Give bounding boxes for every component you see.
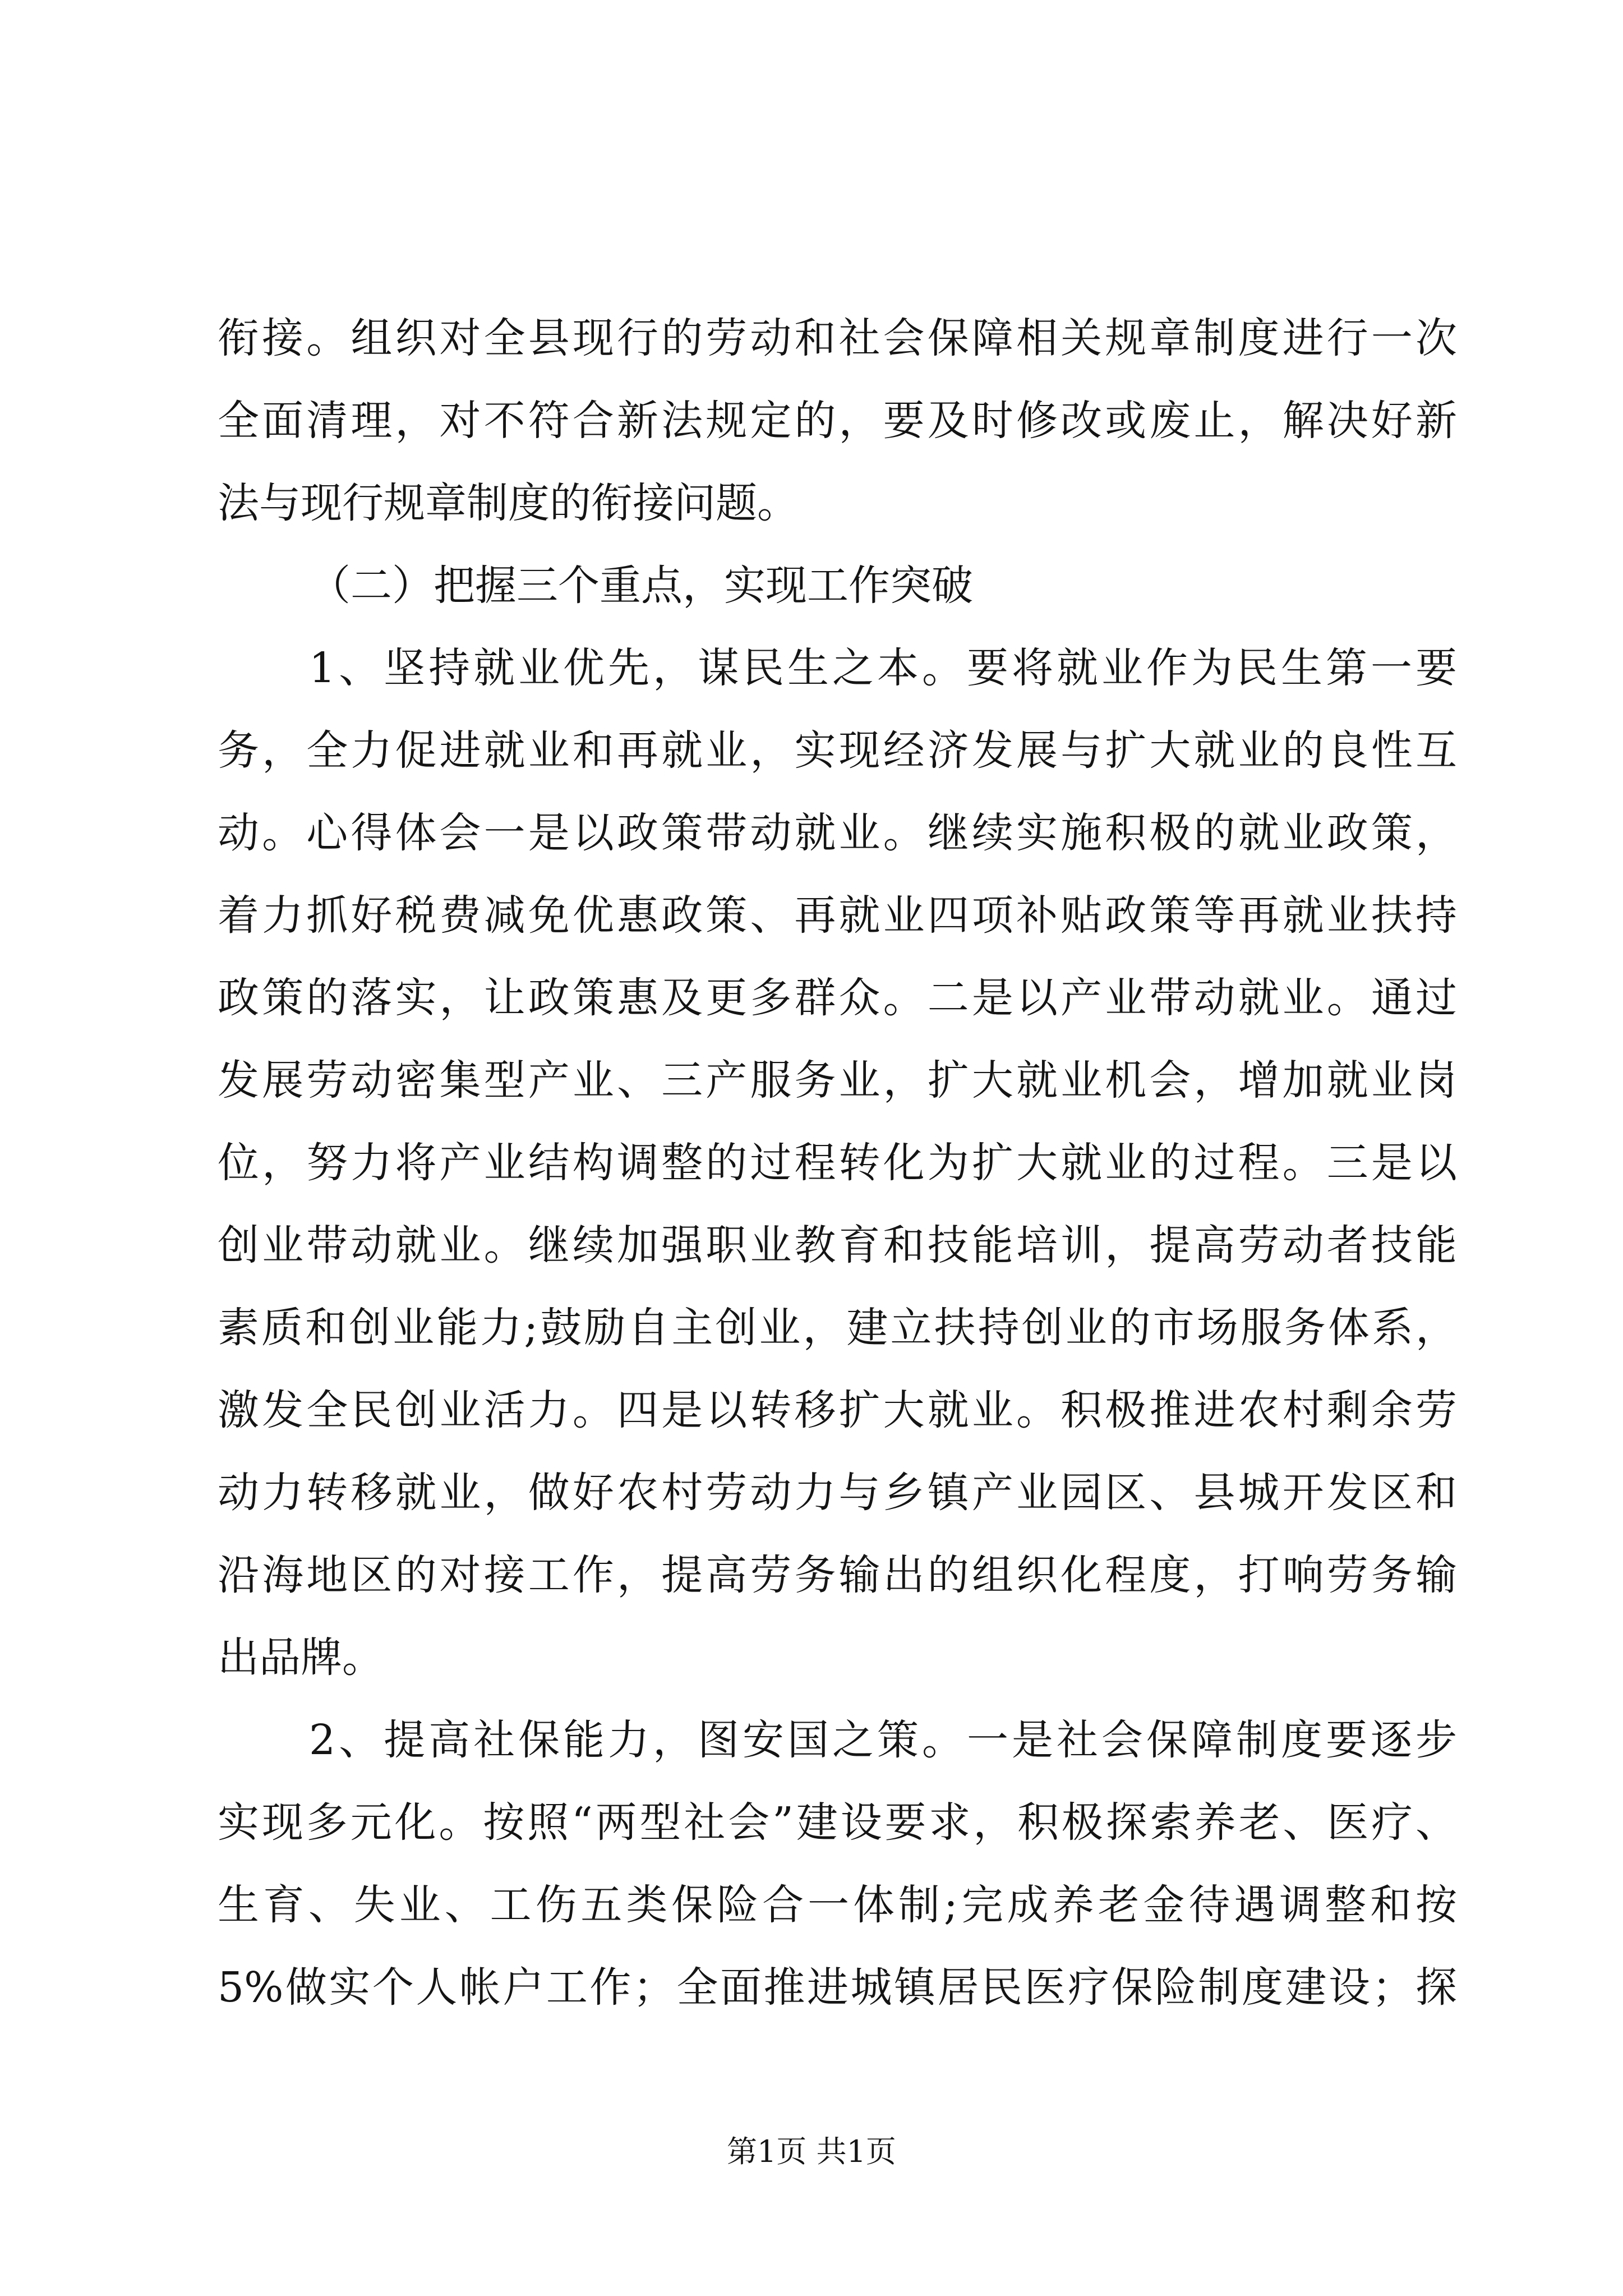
section-heading xyxy=(218,545,1457,627)
document-body xyxy=(218,297,1457,2029)
text-line: 全面清理，对不符合新法规定的，要及时修改或废止，解决好新 xyxy=(218,397,1457,445)
text-line: 生育、失业、工伤五类保险合一体制;完成养老金待遇调整和按 xyxy=(218,1881,1457,1929)
text-line: 创业带动就业。继续加强职业教育和技能培训，提高劳动者技能 xyxy=(218,1221,1457,1269)
text-line: 衔接。组织对全县现行的劳动和社会保障相关规章制度进行一次 xyxy=(218,314,1457,362)
text-line: 2、提高社保能力，图安国之策。一是社会保障制度要逐步 xyxy=(309,1716,1457,1764)
text-line: 出品牌。 xyxy=(218,1634,384,1682)
text-line: 5%做实个人帐户工作；全面推进城镇居民医疗保险制度建设；探 xyxy=(218,1963,1457,2012)
text-line: 政策的落实，让政策惠及更多群众。二是以产业带动就业。通过 xyxy=(218,974,1457,1022)
text-line: 发展劳动密集型产业、三产服务业，扩大就业机会，增加就业岗 xyxy=(218,1056,1457,1105)
text-line: 着力抓好税费减免优惠政策、再就业四项补贴政策等再就业扶持 xyxy=(218,891,1457,940)
text-line: 动。心得体会一是以政策带动就业。继续实施积极的就业政策， xyxy=(218,809,1457,857)
paragraph-social-security xyxy=(218,1699,1457,2029)
text-line: 务，全力促进就业和再就业，实现经济发展与扩大就业的良性互 xyxy=(218,726,1457,775)
text-line: 1、坚持就业优先，谋民生之本。要将就业作为民生第一要 xyxy=(309,644,1457,692)
text-line: 实现多元化。按照“两型社会”建设要求，积极探索养老、医疗、 xyxy=(218,1798,1457,1847)
text-line: 素质和创业能力;鼓励自主创业，建立扶持创业的市场服务体系， xyxy=(218,1304,1457,1352)
text-line: 位，努力将产业结构调整的过程转化为扩大就业的过程。三是以 xyxy=(218,1139,1457,1187)
text-line: 动力转移就业，做好农村劳动力与乡镇产业园区、县城开发区和 xyxy=(218,1469,1457,1517)
text-line: 法与现行规章制度的衔接问题。 xyxy=(218,479,799,527)
paragraph-continuation xyxy=(218,297,1457,545)
heading-line: （二）把握三个重点，实现工作突破 xyxy=(309,562,973,610)
text-line: 激发全民创业活力。四是以转移扩大就业。积极推进农村剩余劳 xyxy=(218,1386,1457,1434)
page-number-footer: 第1页 共1页 xyxy=(727,2134,896,2169)
text-line: 沿海地区的对接工作，提高劳务输出的组织化程度，打响劳务输 xyxy=(218,1551,1457,1599)
paragraph-employment xyxy=(218,627,1457,1699)
